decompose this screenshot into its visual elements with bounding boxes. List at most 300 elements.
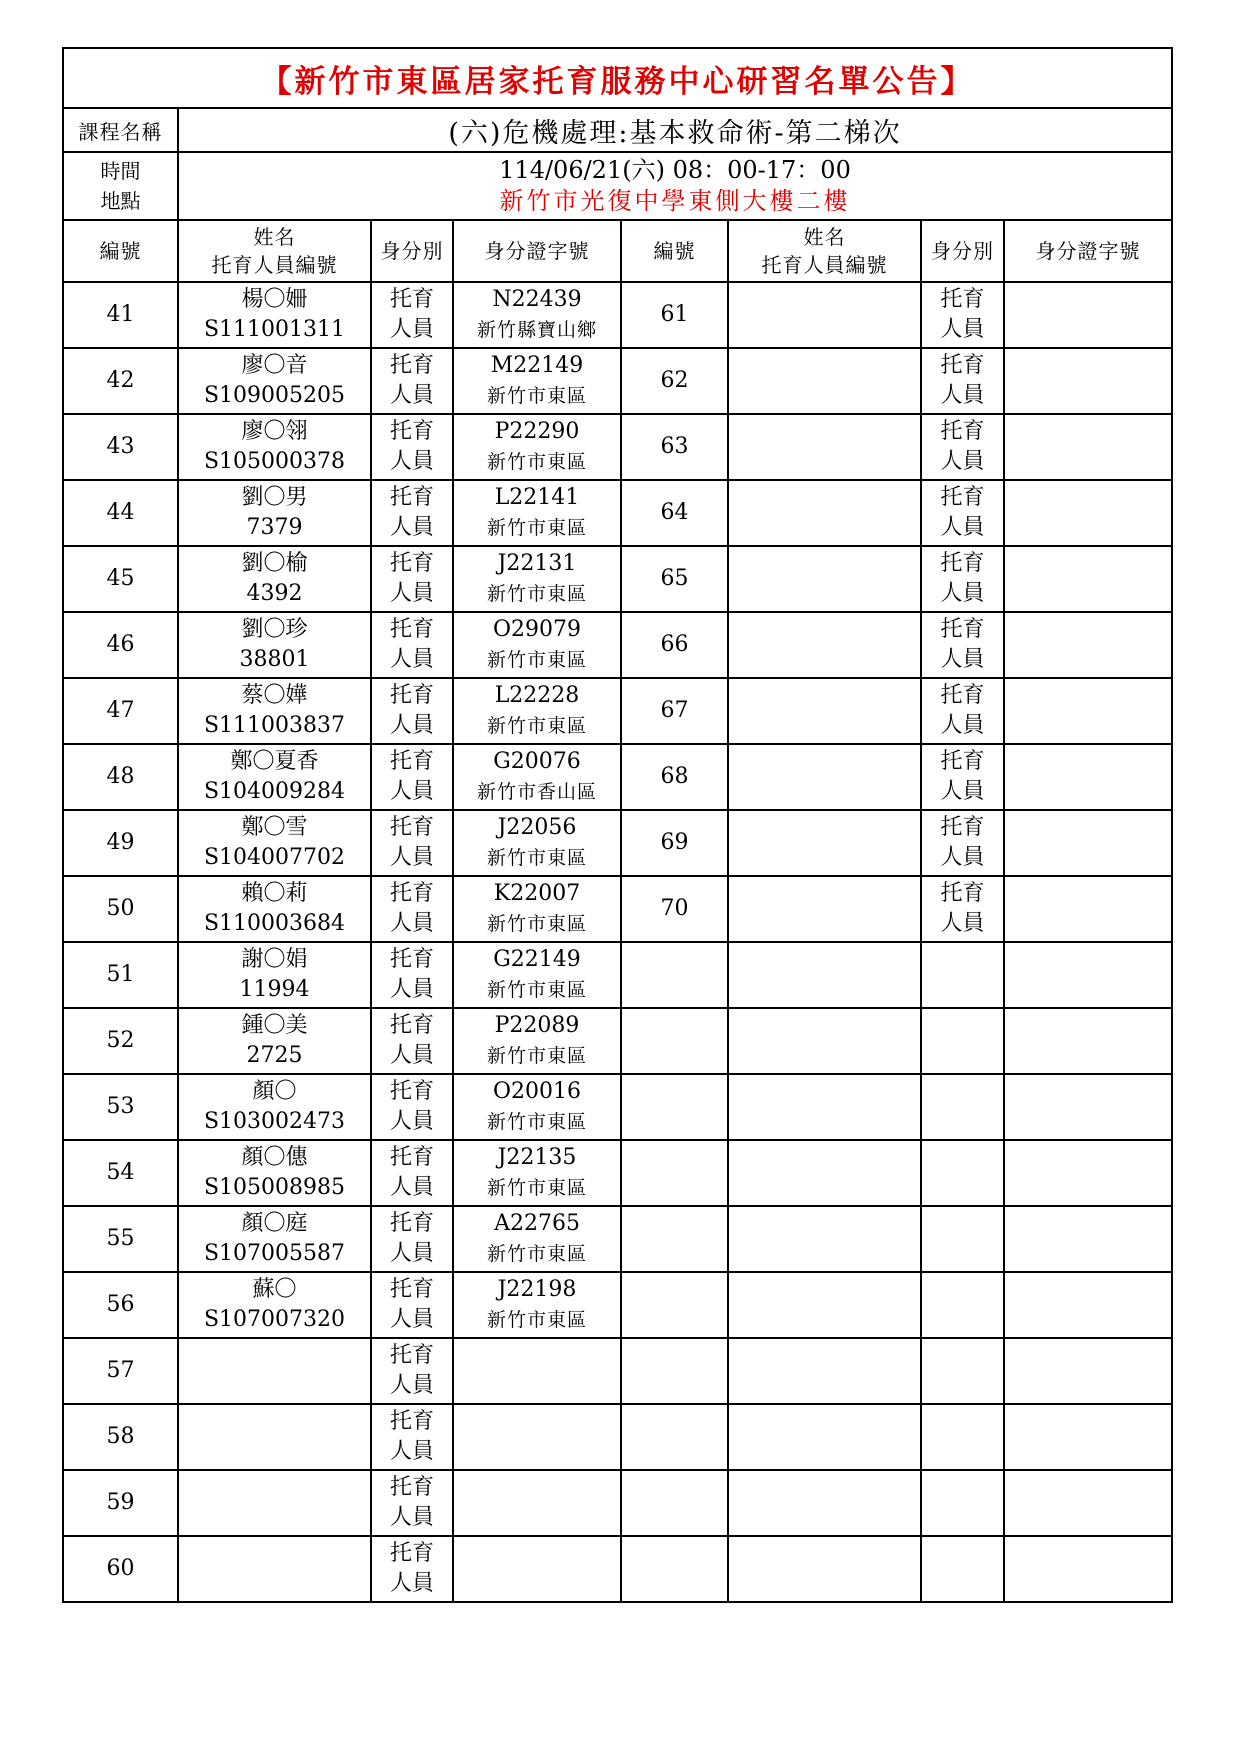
id-number-cell — [453, 282, 621, 348]
table-row — [63, 1140, 1172, 1206]
participant-name-cell — [728, 612, 921, 678]
header-no: 編號 — [63, 220, 178, 282]
table-row — [63, 810, 1172, 876]
residence-area: 新竹市東區 — [486, 385, 587, 407]
residence-area: 新竹市東區 — [486, 715, 587, 737]
identity-cell — [371, 1536, 453, 1602]
identity-line-1: 托育 — [389, 353, 434, 378]
participant-name-cell — [178, 1074, 371, 1140]
residence-area: 新竹市東區 — [486, 1177, 587, 1199]
identity-line-2: 人員 — [389, 383, 434, 408]
id-number-cell — [453, 612, 621, 678]
participant-name: 鍾〇美 — [241, 1013, 308, 1038]
id-number-cell — [453, 744, 621, 810]
identity-line-1: 托育 — [389, 683, 434, 708]
participant-name-cell — [728, 876, 921, 942]
residence-area: 新竹市東區 — [486, 1243, 587, 1265]
identity-line-1: 托育 — [940, 287, 985, 312]
table-row — [63, 942, 1172, 1008]
id-number-cell — [453, 1272, 621, 1338]
participant-name-cell — [178, 1536, 371, 1602]
empty-cell — [1004, 1140, 1172, 1206]
empty-cell — [728, 1140, 921, 1206]
identity-line-1: 托育 — [389, 551, 434, 576]
identity-cell — [371, 1008, 453, 1074]
identity-cell — [371, 942, 453, 1008]
identity-line-1: 托育 — [940, 683, 985, 708]
row-number: 58 — [63, 1404, 178, 1470]
header-id-number: 身分證字號 — [1004, 220, 1172, 282]
participant-name-cell — [728, 810, 921, 876]
participant-name: 廖〇音 — [241, 353, 308, 378]
empty-cell — [728, 1338, 921, 1404]
identity-line-2: 人員 — [940, 383, 985, 408]
identity-cell — [371, 810, 453, 876]
id-number-cell — [453, 480, 621, 546]
identity-line-1: 托育 — [940, 485, 985, 510]
registration-list-table — [62, 47, 1173, 1603]
row-number: 46 — [63, 612, 178, 678]
row-number: 70 — [621, 876, 728, 942]
empty-cell — [621, 1074, 728, 1140]
table-row — [63, 546, 1172, 612]
identity-line-2: 人員 — [389, 1373, 434, 1398]
row-number: 55 — [63, 1206, 178, 1272]
identity-line-2: 人員 — [389, 647, 434, 672]
empty-cell — [1004, 1074, 1172, 1140]
identity-line-2: 人員 — [389, 1175, 434, 1200]
caregiver-number: S104009284 — [203, 779, 346, 804]
identity-cell — [371, 744, 453, 810]
participant-name-cell — [178, 1338, 371, 1404]
table-row — [63, 612, 1172, 678]
empty-cell — [728, 1074, 921, 1140]
empty-cell — [621, 1536, 728, 1602]
place-label: 地點 — [100, 189, 141, 213]
participant-name-cell — [178, 546, 371, 612]
identity-cell — [921, 612, 1004, 678]
participant-name: 顏〇僡 — [241, 1145, 308, 1170]
identity-line-2: 人員 — [940, 911, 985, 936]
identity-line-1: 托育 — [940, 749, 985, 774]
participant-name-cell — [178, 414, 371, 480]
empty-cell — [921, 1536, 1004, 1602]
empty-cell — [921, 1272, 1004, 1338]
residence-area: 新竹市東區 — [486, 1045, 587, 1067]
empty-cell — [728, 1008, 921, 1074]
participant-name-cell — [728, 546, 921, 612]
identity-line-2: 人員 — [940, 845, 985, 870]
residence-area: 新竹市東區 — [486, 913, 587, 935]
empty-cell — [1004, 1206, 1172, 1272]
header-caregiver-no-label: 托育人員編號 — [761, 253, 888, 277]
table-row — [63, 282, 1172, 348]
identity-line-2: 人員 — [940, 713, 985, 738]
identity-cell — [371, 1272, 453, 1338]
identity-cell — [371, 1074, 453, 1140]
row-number: 68 — [621, 744, 728, 810]
time-place-label — [63, 152, 178, 220]
participant-name-cell — [728, 348, 921, 414]
empty-cell — [728, 1206, 921, 1272]
table-row — [63, 1272, 1172, 1338]
caregiver-number: S111003837 — [203, 713, 346, 738]
empty-cell — [921, 1140, 1004, 1206]
participant-name: 顏〇 — [252, 1079, 297, 1104]
participant-name-cell — [178, 744, 371, 810]
table-row — [63, 414, 1172, 480]
empty-cell — [621, 1140, 728, 1206]
identity-line-2: 人員 — [389, 779, 434, 804]
id-number-cell — [1004, 282, 1172, 348]
id-number-cell — [453, 1074, 621, 1140]
caregiver-number: S111001311 — [203, 317, 346, 342]
row-number: 57 — [63, 1338, 178, 1404]
empty-cell — [728, 942, 921, 1008]
time-label: 時間 — [100, 159, 141, 183]
identity-line-1: 托育 — [389, 1475, 434, 1500]
caregiver-number: S107005587 — [203, 1241, 346, 1266]
identity-line-1: 托育 — [389, 617, 434, 642]
participant-name: 鄭〇雪 — [241, 815, 308, 840]
participant-name-cell — [728, 282, 921, 348]
id-number-cell — [1004, 744, 1172, 810]
participant-name-cell — [178, 1140, 371, 1206]
identity-line-1: 托育 — [389, 287, 434, 312]
id-number-cell — [1004, 612, 1172, 678]
empty-cell — [621, 1470, 728, 1536]
participant-name-cell — [178, 678, 371, 744]
id-number: P22089 — [494, 1013, 580, 1038]
identity-line-1: 托育 — [389, 1541, 434, 1566]
participant-name: 顏〇庭 — [241, 1211, 308, 1236]
id-number-cell — [453, 1404, 621, 1470]
empty-cell — [921, 942, 1004, 1008]
row-number: 63 — [621, 414, 728, 480]
identity-line-1: 托育 — [389, 1409, 434, 1434]
identity-line-2: 人員 — [389, 515, 434, 540]
identity-line-1: 托育 — [389, 1145, 434, 1170]
time-place-value — [178, 152, 1172, 220]
header-name-label: 姓名 — [253, 225, 296, 249]
id-number-cell — [453, 1140, 621, 1206]
id-number: O29079 — [492, 617, 582, 642]
identity-cell — [371, 1140, 453, 1206]
participant-name-cell — [728, 744, 921, 810]
participant-name: 劉〇男 — [241, 485, 308, 510]
identity-line-2: 人員 — [389, 1307, 434, 1332]
table-row — [63, 744, 1172, 810]
id-number-cell — [1004, 546, 1172, 612]
residence-area: 新竹市東區 — [486, 517, 587, 539]
empty-cell — [728, 1470, 921, 1536]
empty-cell — [1004, 1272, 1172, 1338]
identity-line-2: 人員 — [389, 1043, 434, 1068]
table-row — [63, 1404, 1172, 1470]
caregiver-number: S110003684 — [203, 911, 346, 936]
identity-line-2: 人員 — [389, 845, 434, 870]
empty-cell — [1004, 942, 1172, 1008]
table-row — [63, 678, 1172, 744]
id-number: P22290 — [494, 419, 580, 444]
empty-cell — [921, 1008, 1004, 1074]
identity-line-2: 人員 — [389, 1439, 434, 1464]
table-row — [63, 1470, 1172, 1536]
identity-cell — [371, 1404, 453, 1470]
identity-line-2: 人員 — [940, 581, 985, 606]
course-name-value: (六)危機處理:基本救命術-第二梯次 — [178, 108, 1172, 152]
residence-area: 新竹市東區 — [486, 1309, 587, 1331]
identity-line-1: 托育 — [389, 1079, 434, 1104]
row-number: 42 — [63, 348, 178, 414]
identity-cell — [371, 1206, 453, 1272]
table-row — [63, 1008, 1172, 1074]
identity-line-2: 人員 — [940, 515, 985, 540]
id-number: G22149 — [493, 947, 581, 972]
participant-name: 楊〇姍 — [241, 287, 308, 312]
empty-cell — [1004, 1008, 1172, 1074]
identity-line-2: 人員 — [940, 779, 985, 804]
participant-name-cell — [728, 678, 921, 744]
identity-line-2: 人員 — [389, 317, 434, 342]
participant-name-cell — [728, 414, 921, 480]
caregiver-number: 2725 — [246, 1043, 303, 1068]
identity-cell — [921, 480, 1004, 546]
id-number: M22149 — [490, 353, 584, 378]
id-number: A22765 — [494, 1211, 580, 1236]
identity-line-1: 托育 — [940, 551, 985, 576]
header-identity: 身分別 — [921, 220, 1004, 282]
identity-line-1: 托育 — [389, 419, 434, 444]
participant-name: 鄭〇夏香 — [230, 749, 319, 774]
header-name-label: 姓名 — [803, 225, 846, 249]
row-number: 50 — [63, 876, 178, 942]
empty-cell — [921, 1404, 1004, 1470]
empty-cell — [621, 1338, 728, 1404]
empty-cell — [921, 1338, 1004, 1404]
table-row — [63, 876, 1172, 942]
row-number: 43 — [63, 414, 178, 480]
identity-line-1: 托育 — [389, 881, 434, 906]
identity-line-2: 人員 — [389, 1109, 434, 1134]
identity-line-1: 托育 — [389, 485, 434, 510]
id-number-cell — [453, 876, 621, 942]
identity-line-1: 托育 — [389, 1277, 434, 1302]
residence-area: 新竹市東區 — [486, 979, 587, 1001]
identity-line-2: 人員 — [389, 1241, 434, 1266]
identity-line-2: 人員 — [940, 449, 985, 474]
participant-name-cell — [178, 942, 371, 1008]
id-number-cell — [1004, 678, 1172, 744]
identity-line-2: 人員 — [389, 1571, 434, 1596]
identity-line-2: 人員 — [389, 581, 434, 606]
residence-area: 新竹市東區 — [486, 451, 587, 473]
identity-line-2: 人員 — [389, 713, 434, 738]
identity-cell — [921, 876, 1004, 942]
empty-cell — [1004, 1338, 1172, 1404]
participant-name: 賴〇莉 — [241, 881, 308, 906]
header-no: 編號 — [621, 220, 728, 282]
row-number: 48 — [63, 744, 178, 810]
participant-name-cell — [178, 282, 371, 348]
row-number: 62 — [621, 348, 728, 414]
row-number: 53 — [63, 1074, 178, 1140]
id-number-cell — [453, 678, 621, 744]
caregiver-number: S109005205 — [203, 383, 346, 408]
identity-cell — [371, 480, 453, 546]
participant-name: 蘇〇 — [252, 1277, 297, 1302]
identity-line-2: 人員 — [389, 449, 434, 474]
identity-line-1: 托育 — [389, 815, 434, 840]
caregiver-number: S103002473 — [203, 1109, 346, 1134]
identity-cell — [371, 414, 453, 480]
announcement-title: 【新竹市東區居家托育服務中心研習名單公告】 — [63, 48, 1172, 108]
identity-line-2: 人員 — [389, 977, 434, 1002]
header-caregiver-no-label: 托育人員編號 — [211, 253, 338, 277]
empty-cell — [1004, 1536, 1172, 1602]
identity-cell — [371, 546, 453, 612]
participant-name-cell — [178, 876, 371, 942]
row-number: 60 — [63, 1536, 178, 1602]
identity-line-1: 托育 — [389, 749, 434, 774]
course-time: 114/06/21(六) 08：00-17：00 — [499, 156, 851, 184]
residence-area: 新竹縣寶山鄉 — [476, 319, 597, 341]
residence-area: 新竹市香山區 — [476, 781, 597, 803]
participant-name: 廖〇翎 — [241, 419, 308, 444]
participant-name: 劉〇珍 — [241, 617, 308, 642]
row-number: 49 — [63, 810, 178, 876]
row-number: 65 — [621, 546, 728, 612]
identity-line-2: 人員 — [389, 911, 434, 936]
residence-area: 新竹市東區 — [486, 847, 587, 869]
id-number-cell — [453, 810, 621, 876]
caregiver-number: S107007320 — [203, 1307, 346, 1332]
identity-line-1: 托育 — [389, 1013, 434, 1038]
identity-cell — [921, 546, 1004, 612]
id-number-cell — [453, 1470, 621, 1536]
caregiver-number: 4392 — [246, 581, 303, 606]
empty-cell — [728, 1536, 921, 1602]
identity-line-1: 托育 — [389, 947, 434, 972]
row-number: 54 — [63, 1140, 178, 1206]
id-number: K22007 — [493, 881, 581, 906]
id-number-cell — [1004, 480, 1172, 546]
id-number-cell — [1004, 348, 1172, 414]
id-number: L22141 — [494, 485, 580, 510]
row-number: 64 — [621, 480, 728, 546]
id-number-cell — [453, 1008, 621, 1074]
table-row — [63, 1338, 1172, 1404]
identity-cell — [371, 348, 453, 414]
caregiver-number: S104007702 — [203, 845, 346, 870]
caregiver-number: 11994 — [239, 977, 310, 1002]
empty-cell — [1004, 1470, 1172, 1536]
empty-cell — [1004, 1404, 1172, 1470]
empty-cell — [621, 1206, 728, 1272]
empty-cell — [728, 1272, 921, 1338]
row-number: 45 — [63, 546, 178, 612]
id-number: N22439 — [492, 287, 582, 312]
participant-name-cell — [178, 1206, 371, 1272]
table-row — [63, 480, 1172, 546]
id-number: G20076 — [493, 749, 581, 774]
table-row — [63, 1536, 1172, 1602]
participant-name-cell — [178, 1470, 371, 1536]
caregiver-number: 38801 — [239, 647, 310, 672]
participant-name: 蔡〇嬅 — [241, 683, 308, 708]
identity-line-2: 人員 — [940, 647, 985, 672]
id-number-cell — [453, 1206, 621, 1272]
id-number-cell — [453, 546, 621, 612]
id-number-cell — [453, 1536, 621, 1602]
id-number-cell — [1004, 414, 1172, 480]
identity-line-2: 人員 — [940, 317, 985, 342]
identity-cell — [921, 810, 1004, 876]
identity-cell — [371, 612, 453, 678]
row-number: 67 — [621, 678, 728, 744]
row-number: 52 — [63, 1008, 178, 1074]
identity-line-1: 托育 — [940, 419, 985, 444]
participant-name-cell — [178, 810, 371, 876]
id-number: L22228 — [494, 683, 580, 708]
empty-cell — [621, 1008, 728, 1074]
row-number: 51 — [63, 942, 178, 1008]
identity-cell — [371, 1470, 453, 1536]
row-number: 61 — [621, 282, 728, 348]
id-number: O20016 — [492, 1079, 582, 1104]
participant-name: 劉〇榆 — [241, 551, 308, 576]
empty-cell — [921, 1074, 1004, 1140]
id-number: J22131 — [497, 551, 577, 576]
empty-cell — [728, 1404, 921, 1470]
participant-name: 謝〇娟 — [241, 947, 308, 972]
header-name — [728, 220, 921, 282]
row-number: 47 — [63, 678, 178, 744]
row-number: 69 — [621, 810, 728, 876]
empty-cell — [621, 1404, 728, 1470]
row-number: 59 — [63, 1470, 178, 1536]
identity-line-1: 托育 — [940, 353, 985, 378]
participant-name-cell — [178, 480, 371, 546]
identity-cell — [371, 678, 453, 744]
id-number-cell — [453, 942, 621, 1008]
participant-name-cell — [178, 348, 371, 414]
identity-line-1: 托育 — [940, 881, 985, 906]
identity-cell — [921, 744, 1004, 810]
identity-line-1: 托育 — [940, 815, 985, 840]
empty-cell — [621, 942, 728, 1008]
id-number-cell — [1004, 876, 1172, 942]
identity-line-2: 人員 — [389, 1505, 434, 1530]
id-number-cell — [453, 348, 621, 414]
table-row — [63, 348, 1172, 414]
id-number-cell — [453, 414, 621, 480]
empty-cell — [921, 1206, 1004, 1272]
empty-cell — [921, 1470, 1004, 1536]
identity-cell — [371, 1338, 453, 1404]
identity-line-1: 托育 — [389, 1211, 434, 1236]
header-id-number: 身分證字號 — [453, 220, 621, 282]
course-name-label: 課程名稱 — [63, 108, 178, 152]
id-number: J22056 — [497, 815, 577, 840]
identity-line-1: 托育 — [389, 1343, 434, 1368]
caregiver-number: S105000378 — [203, 449, 346, 474]
participant-name-cell — [178, 612, 371, 678]
identity-cell — [921, 678, 1004, 744]
participant-name-cell — [178, 1008, 371, 1074]
id-number: J22198 — [497, 1277, 577, 1302]
participant-name-cell — [178, 1272, 371, 1338]
